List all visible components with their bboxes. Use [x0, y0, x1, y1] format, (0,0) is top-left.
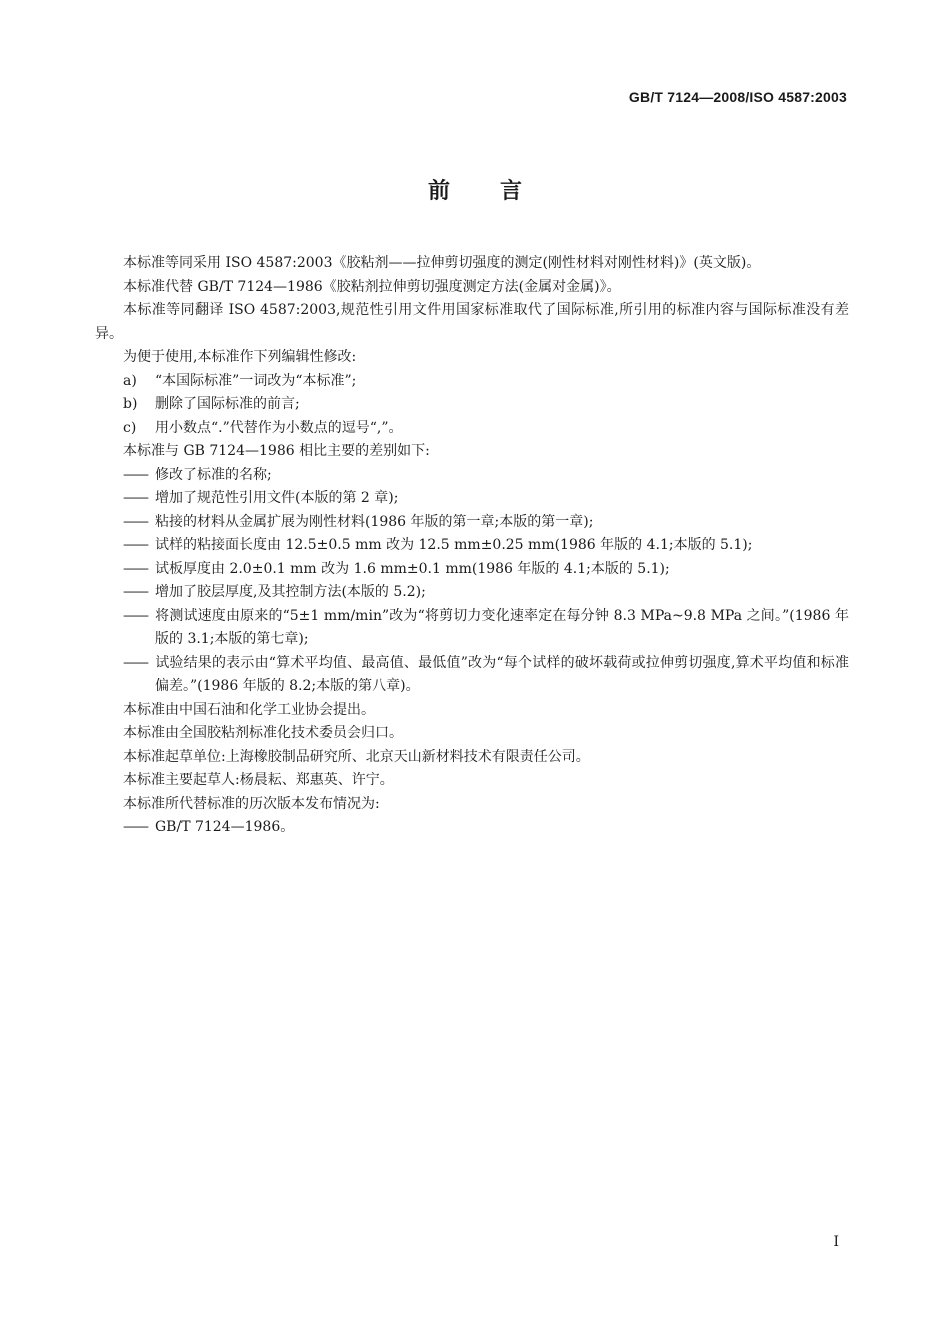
list-item-text: 试板厚度由 2.0±0.1 mm 改为 1.6 mm±0.1 mm(1986 年版的 4.1;本版的 5.1); — [155, 560, 670, 577]
list-item — [95, 534, 849, 558]
list-item — [95, 511, 849, 535]
standard-code: GB/T 7124—2008/ISO 4587:2003 — [628, 89, 847, 105]
list-item-text: 删除了国际标准的前言; — [155, 396, 300, 412]
paragraph-proposed-by: 本标准由中国石油和化学工业协会提出。 — [123, 701, 375, 718]
list-item-text: 试样的粘接面长度由 12.5±0.5 mm 改为 12.5 mm±0.25 mm(1986 年版的 4.1;本版的 5.1); — [155, 537, 753, 553]
list-item-text: GB/T 7124—1986。 — [155, 819, 295, 835]
list-marker: b) — [123, 396, 138, 412]
list-item-text: 增加了胶层厚度,及其控制方法(本版的 5.2); — [155, 584, 426, 600]
paragraph-drafting-units: 本标准起草单位:上海橡胶制品研究所、北京天山新材料技术有限责任公司。 — [123, 748, 590, 765]
list-item — [95, 652, 849, 699]
dash-marker: —— — [123, 560, 147, 577]
list-item — [95, 464, 849, 488]
dash-marker: —— — [123, 654, 147, 671]
list-item — [95, 816, 849, 840]
list-item — [95, 605, 849, 652]
paragraph-adoption: 本标准等同采用 ISO 4587:2003《胶粘剂——拉伸剪切强度的测定(刚性材料对刚性材料)》(英文版)。 — [123, 255, 761, 271]
paragraph-differences-intro: 本标准与 GB 7124—1986 相比主要的差别如下: — [123, 443, 430, 459]
dash-marker: —— — [123, 819, 147, 835]
list-item-text: 修改了标准的名称; — [155, 466, 272, 483]
dash-marker: —— — [123, 607, 147, 624]
dash-marker: —— — [123, 513, 147, 530]
dash-marker: —— — [123, 537, 147, 553]
list-item — [95, 393, 849, 417]
list-item — [95, 558, 849, 582]
list-item-text: 增加了规范性引用文件(本版的第 2 章); — [155, 490, 399, 506]
paragraph-drafters: 本标准主要起草人:杨晨耘、郑惠英、许宁。 — [123, 772, 394, 788]
document-body — [95, 252, 849, 840]
list-item — [95, 487, 849, 511]
dash-marker: —— — [123, 584, 147, 600]
list-item-text: 试验结果的表示由“算术平均值、最高值、最低值”改为“每个试样的破坏载荷或拉伸剪切强度,算术平均值和标准偏差。”(1986 年版的 8.2;本版的第八章)。 — [155, 654, 849, 694]
page-title: 前言 — [427, 179, 572, 204]
list-marker: a) — [123, 372, 137, 389]
paragraph-translation: 本标准等同翻译 ISO 4587:2003,规范性引用文件用国家标准取代了国际标准,所引用的标准内容与国际标准没有差异。 — [95, 302, 849, 342]
list-item-text: 粘接的材料从金属扩展为刚性材料(1986 年版的第一章;本版的第一章); — [155, 513, 594, 530]
dash-marker: —— — [123, 466, 147, 483]
list-item-text: 用小数点“.”代替作为小数点的逗号“,”。 — [155, 419, 403, 436]
paragraph-edits-intro: 为便于使用,本标准作下列编辑性修改: — [123, 349, 357, 365]
paragraph-history-intro: 本标准所代替标准的历次版本发布情况为: — [123, 795, 380, 812]
list-item-text: “本国际标准”一词改为“本标准”; — [155, 372, 357, 389]
list-item — [95, 370, 849, 394]
list-marker: c) — [123, 419, 137, 436]
list-item — [95, 581, 849, 605]
dash-marker: —— — [123, 490, 147, 506]
page-number: I — [833, 1234, 839, 1250]
paragraph-managed-by: 本标准由全国胶粘剂标准化技术委员会归口。 — [123, 725, 403, 741]
paragraph-replaces: 本标准代替 GB/T 7124—1986《胶粘剂拉伸剪切强度测定方法(金属对金属)》。 — [123, 278, 621, 295]
list-item-text: 将测试速度由原来的“5±1 mm/min”改为“将剪切力变化速率定在每分钟 8.3 MPa~9.8 MPa 之间。”(1986 年版的 3.1;本版的第七章); — [155, 607, 849, 647]
list-item — [95, 417, 849, 441]
